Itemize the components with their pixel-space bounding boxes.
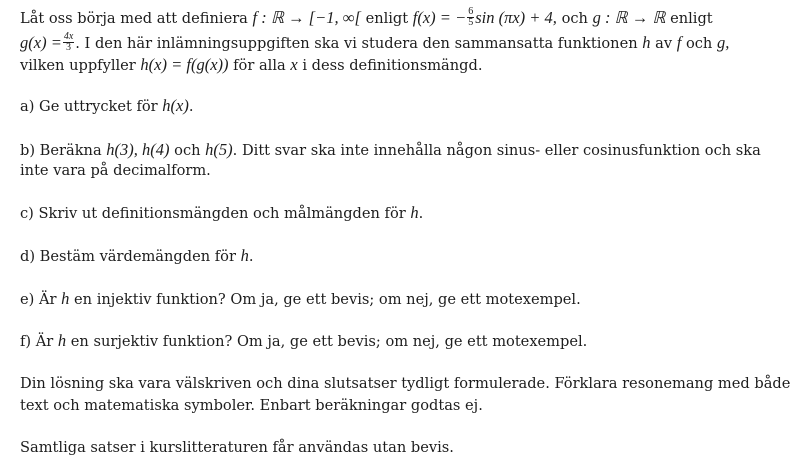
intro-text: . I den här inlämningsuppgiften ska vi studera den sammansatta funktionen bbox=[75, 35, 638, 52]
question-d bbox=[20, 246, 253, 267]
question-text: en injektiv funktion? Om ja, ge ett bevis; om nej, ge ett motexempel. bbox=[74, 291, 581, 308]
math-h-5: h(5) bbox=[205, 140, 233, 159]
math-f-def: f(x) = − bbox=[412, 8, 467, 27]
intro-text: och bbox=[685, 35, 713, 52]
instructions-line-1 bbox=[20, 374, 790, 394]
question-text: c) Skriv ut definitionsmängden och målmängden för bbox=[20, 205, 406, 222]
intro-line-1 bbox=[20, 5, 713, 30]
fraction-denominator: 5 bbox=[468, 16, 474, 28]
intro-text: och bbox=[561, 10, 588, 27]
question-text: f) Är bbox=[20, 333, 54, 350]
question-text: e) Är bbox=[20, 291, 57, 308]
intro-text: i dess definitionsmängd. bbox=[302, 57, 483, 74]
punctuation: . bbox=[188, 98, 194, 115]
question-c bbox=[20, 203, 423, 224]
math-g-def: g(x) = bbox=[20, 33, 62, 52]
question-e bbox=[20, 289, 581, 310]
intro-text: av bbox=[655, 35, 673, 52]
instructions-line-2 bbox=[20, 396, 483, 416]
intro-text: vilken uppfyller bbox=[20, 57, 136, 74]
question-a bbox=[20, 96, 194, 117]
question-text: och bbox=[174, 142, 201, 159]
fraction-numerator: 4x bbox=[63, 30, 74, 42]
math-h: h bbox=[642, 33, 651, 52]
fraction-4x-3 bbox=[63, 32, 74, 53]
question-f bbox=[20, 331, 587, 352]
math-composition: h(x) = f(g(x)) bbox=[140, 55, 229, 74]
math-sin-term: sin (πx) + 4, bbox=[475, 8, 557, 27]
punctuation: . bbox=[418, 205, 424, 222]
instructions-text: text och matematiska symboler. Enbart beräkningar godtas ej. bbox=[20, 397, 483, 414]
question-text: inte vara på decimalform. bbox=[20, 162, 211, 179]
question-b-line-2 bbox=[20, 161, 211, 181]
intro-text: enligt bbox=[365, 10, 409, 27]
closing-note bbox=[20, 438, 454, 458]
math-h: h bbox=[410, 203, 419, 222]
intro-line-3 bbox=[20, 55, 482, 76]
intro-line-2 bbox=[20, 30, 730, 55]
question-text: d) Bestäm värdemängden för bbox=[20, 248, 236, 265]
math-h-values: h(3), h(4) bbox=[106, 140, 170, 159]
math-x: x bbox=[290, 55, 298, 74]
question-text: . Ditt svar ska inte innehålla någon sinus- eller cosinusfunktion och ska bbox=[232, 142, 761, 159]
question-b-line-1 bbox=[20, 140, 761, 161]
math-h: h bbox=[240, 246, 249, 265]
question-text: a) Ge uttrycket för bbox=[20, 98, 158, 115]
math-h: h bbox=[57, 331, 67, 350]
instructions-text: Din lösning ska vara välskriven och dina slutsatser tydligt formulerade. Förklara resonemang med både bbox=[20, 375, 790, 392]
fraction-numerator: 6 bbox=[468, 5, 474, 17]
math-g: g, bbox=[716, 33, 730, 52]
fraction-6-5 bbox=[467, 7, 474, 28]
math-f-domain: f : ℝ → [−1, ∞[ bbox=[252, 8, 361, 27]
math-h: h bbox=[61, 289, 70, 308]
intro-text: Låt oss börja med att definiera bbox=[20, 10, 248, 27]
intro-text: enligt bbox=[670, 10, 713, 27]
fraction-denominator: 3 bbox=[66, 41, 72, 53]
intro-text: för alla bbox=[233, 57, 286, 74]
math-f: f bbox=[676, 33, 682, 52]
question-text: b) Beräkna bbox=[20, 142, 102, 159]
note-text: Samtliga satser i kurslitteraturen får användas utan bevis. bbox=[20, 439, 454, 456]
math-g-domain: g : ℝ → ℝ bbox=[592, 8, 666, 27]
math-h-x: h(x) bbox=[162, 96, 189, 115]
question-text: en surjektiv funktion? Om ja, ge ett bevis; om nej, ge ett motexempel. bbox=[70, 333, 588, 350]
punctuation: . bbox=[248, 248, 254, 265]
